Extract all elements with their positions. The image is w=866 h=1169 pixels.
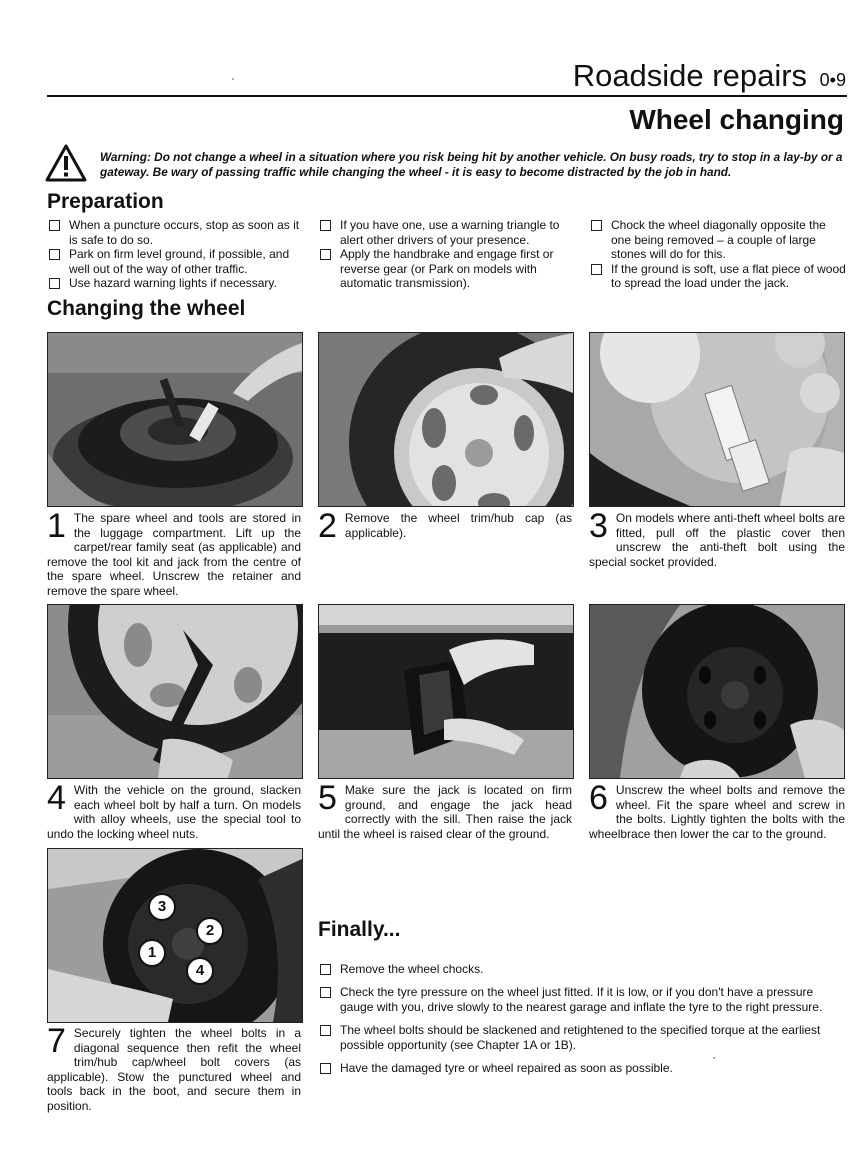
photo-step-2 <box>318 332 574 507</box>
photo-step-1 <box>47 332 303 507</box>
prep-column-1 <box>47 218 305 291</box>
checkbox <box>591 220 602 231</box>
checklist-item: If you have one, use a warning triangle to alert other drivers of your presence. <box>318 218 580 247</box>
checkbox <box>591 264 602 275</box>
step-number: 3 <box>589 507 608 545</box>
header-rule <box>47 95 847 97</box>
bolt-label-1: 1 <box>138 939 166 967</box>
step-number: 7 <box>47 1022 66 1060</box>
checklist-item: When a puncture occurs, stop as soon as it is safe to do so. <box>47 218 305 247</box>
chapter-header <box>573 58 846 94</box>
step-7: 7 Securely tighten the wheel bolts in a diagonal sequence then refit the wheel trim/hub cap/wheel bolt covers (as applicable). Stow the punctured wheel and tools back in the boot, and secure them in position. <box>47 1022 301 1113</box>
checklist-item: If the ground is soft, use a flat piece of wood to spread the load under the jack. <box>589 262 849 291</box>
prep-column-3 <box>589 218 849 291</box>
checkbox <box>320 1063 331 1074</box>
checkbox <box>320 249 331 260</box>
finally-heading: Finally... <box>318 918 401 941</box>
step-3: 3 On models where anti-theft wheel bolts are fitted, pull off the plastic cover then unscrew the anti-theft bolt using the special socket provided. <box>589 507 845 569</box>
preparation-heading: Preparation <box>47 190 164 213</box>
speck <box>713 1057 715 1059</box>
speck <box>232 78 234 80</box>
checklist-item: Check the tyre pressure on the wheel just fitted. If it is low, or if you don't have a pressure gauge with you, drive slowly to the nearest garage and inflate the tyre to the right pressure. <box>318 985 846 1015</box>
checklist-item: Have the damaged tyre or wheel repaired as soon as possible. <box>318 1061 846 1076</box>
bolt-label-3: 3 <box>148 893 176 921</box>
bolt-label-4: 4 <box>186 957 214 985</box>
checklist-item: Remove the wheel chocks. <box>318 962 846 977</box>
step-number: 6 <box>589 779 608 817</box>
step-number: 1 <box>47 507 66 545</box>
checkbox <box>320 987 331 998</box>
checkbox <box>320 220 331 231</box>
warning-icon <box>45 144 87 182</box>
finally-list <box>318 962 846 1076</box>
checkbox <box>49 220 60 231</box>
step-6: 6 Unscrew the wheel bolts and remove the wheel. Fit the spare wheel and screw in the bolts. Lightly tighten the bolts with the wheelbrace then lower the car to the ground. <box>589 779 845 841</box>
step-4: 4 With the vehicle on the ground, slacken each wheel bolt by half a turn. On models with alloy wheels, use the special tool to undo the locking wheel nuts. <box>47 779 301 841</box>
changing-heading: Changing the wheel <box>47 297 246 320</box>
photo-step-5 <box>318 604 574 779</box>
checkbox <box>320 1025 331 1036</box>
step-number: 4 <box>47 779 66 817</box>
warning-text: Warning: Do not change a wheel in a situation where you risk being hit by another vehicle. On busy roads, try to stop in a lay-by or a gateway. Be wary of passing traffic while changing the wheel - it is easy to become distracted by the job in hand. <box>100 150 843 179</box>
photo-step-4 <box>47 604 303 779</box>
checklist-item: Chock the wheel diagonally opposite the one being removed – a couple of large stones will do for this. <box>589 218 849 262</box>
checklist-item: The wheel bolts should be slackened and retightened to the specified torque at the earliest possible opportunity (see Chapter 1A or 1B). <box>318 1023 846 1053</box>
photo-step-7 <box>47 848 303 1023</box>
step-number: 5 <box>318 779 337 817</box>
step-5: 5 Make sure the jack is located on firm ground, and engage the jack head correctly with the sill. Then raise the jack until the wheel is raised clear of the ground. <box>318 779 572 841</box>
checkbox <box>49 249 60 260</box>
checklist-item: Use hazard warning lights if necessary. <box>47 276 305 291</box>
step-1: 1 The spare wheel and tools are stored in the luggage compartment. Lift up the carpet/rear family seat (as applicable) and remove the tool kit and jack from the centre of the spare wheel. Unscrew the retainer and remove the spare wheel. <box>47 507 301 598</box>
page-number: 0•9 <box>819 70 846 90</box>
photo-step-6 <box>589 604 845 779</box>
prep-column-2 <box>318 218 580 291</box>
checkbox <box>320 964 331 975</box>
section-title: Wheel changing <box>629 104 844 135</box>
bolt-label-2: 2 <box>196 917 224 945</box>
chapter-title: Roadside repairs <box>572 58 808 93</box>
checklist-item: Park on firm level ground, if possible, and well out of the way of other traffic. <box>47 247 305 276</box>
checklist-item: Apply the handbrake and engage first or reverse gear (or Park on models with automatic transmission). <box>318 247 580 291</box>
photo-step-3 <box>589 332 845 507</box>
step-2: 2 Remove the wheel trim/hub cap (as applicable). <box>318 507 572 545</box>
checkbox <box>49 278 60 289</box>
step-number: 2 <box>318 507 337 545</box>
